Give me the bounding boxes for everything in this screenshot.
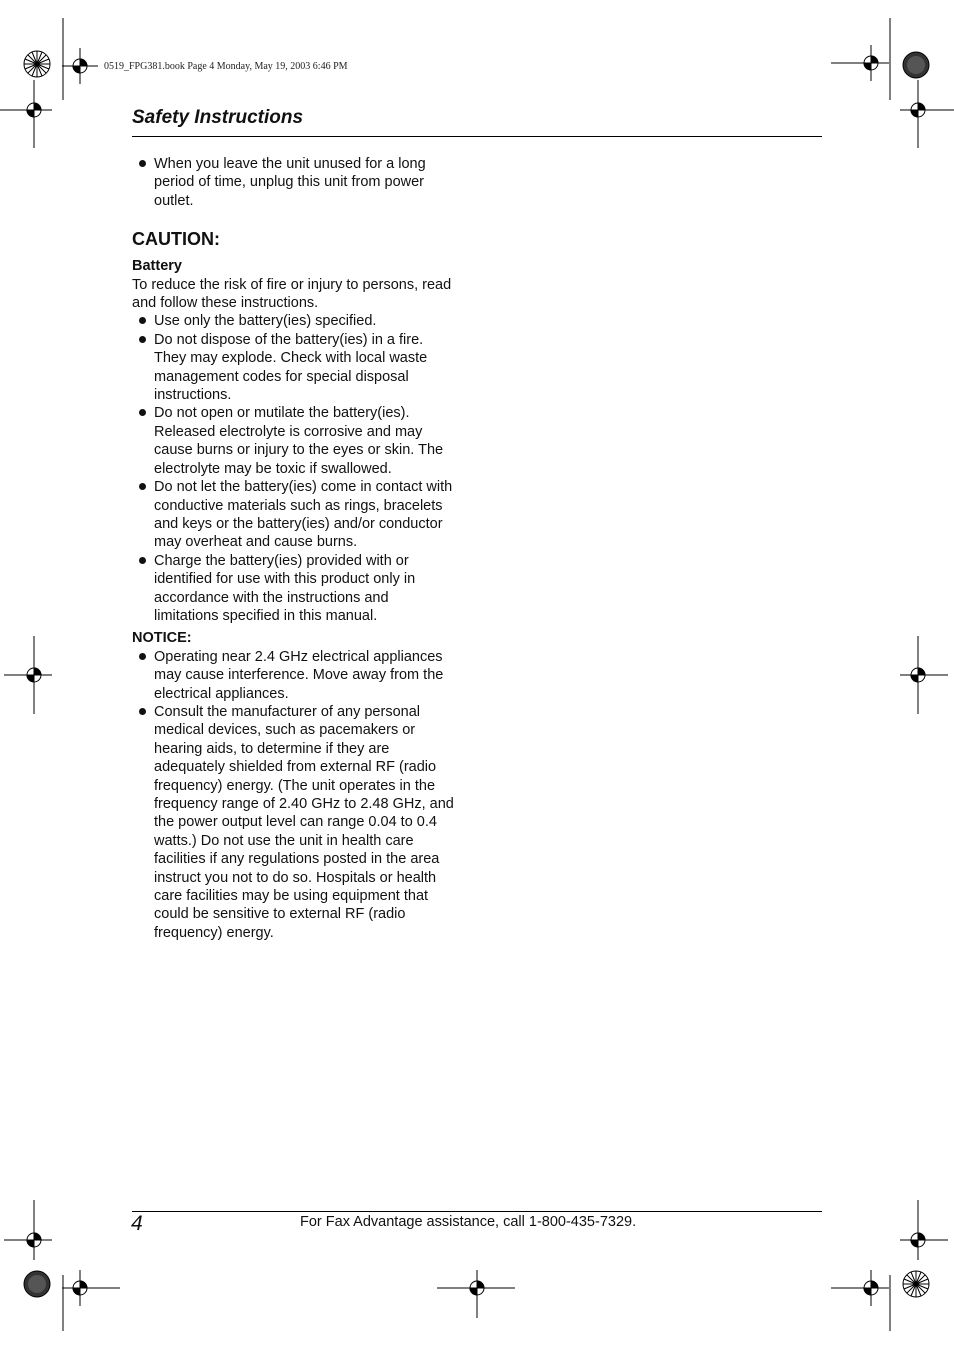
notice-heading: NOTICE: xyxy=(132,630,192,647)
list-item: Charge the battery(ies) provided with or identified for use with this product only in accordance with the instructions and limitations specified in this manual. xyxy=(132,552,457,626)
list-item: Consult the manufacturer of any personal medical devices, such as pacemakers or hearing aids, to determine if they are adequately shielded from external RF (radio frequency) energy. (The unit operates in the frequency range of 2.40 GHz to 2.48 GHz, and the power output level can range 0.04 to 0.4 watts.) Do not use the unit in health care facilities if any regulations posted in the area instruct you not to do so. Hospitals or health care facilities may be using equipment that could be sensitive to external RF (radio frequency) energy. xyxy=(132,703,457,942)
page-number: 4 xyxy=(131,1212,143,1235)
intro-bullet-list xyxy=(132,155,457,210)
list-item: Do not open or mutilate the battery(ies). Released electrolyte is corrosive and may cause burns or injury to the eyes or skin. The electrolyte may be toxic if swallowed. xyxy=(132,404,457,478)
main-content xyxy=(132,155,457,942)
header-divider xyxy=(132,136,822,137)
battery-subheading: Battery xyxy=(132,258,182,275)
printer-info-line: 0519_FPG381.book Page 4 Monday, May 19, 2003 6:46 PM xyxy=(104,61,348,72)
list-item: Operating near 2.4 GHz electrical appliances may cause interference. Move away from the electrical appliances. xyxy=(132,648,457,703)
list-item: Use only the battery(ies) specified. xyxy=(132,312,457,330)
list-item: Do not let the battery(ies) come in contact with conductive materials such as rings, bracelets and keys or the battery(ies) and/or conductor may overheat and cause burns. xyxy=(132,478,457,552)
list-item: When you leave the unit unused for a long period of time, unplug this unit from power outlet. xyxy=(132,155,457,210)
caution-bullet-list xyxy=(132,312,457,625)
list-item: Do not dispose of the battery(ies) in a fire. They may explode. Check with local waste management codes for special disposal instructions. xyxy=(132,331,457,405)
page-title: Safety Instructions xyxy=(132,107,304,128)
caution-heading: CAUTION: xyxy=(132,229,220,250)
assistance-footer-text: For Fax Advantage assistance, call 1-800-435-7329. xyxy=(300,1214,637,1230)
caution-intro: To reduce the risk of fire or injury to persons, read and follow these instructions. xyxy=(132,276,452,312)
notice-bullet-list xyxy=(132,648,457,943)
footer-divider xyxy=(132,1211,822,1212)
